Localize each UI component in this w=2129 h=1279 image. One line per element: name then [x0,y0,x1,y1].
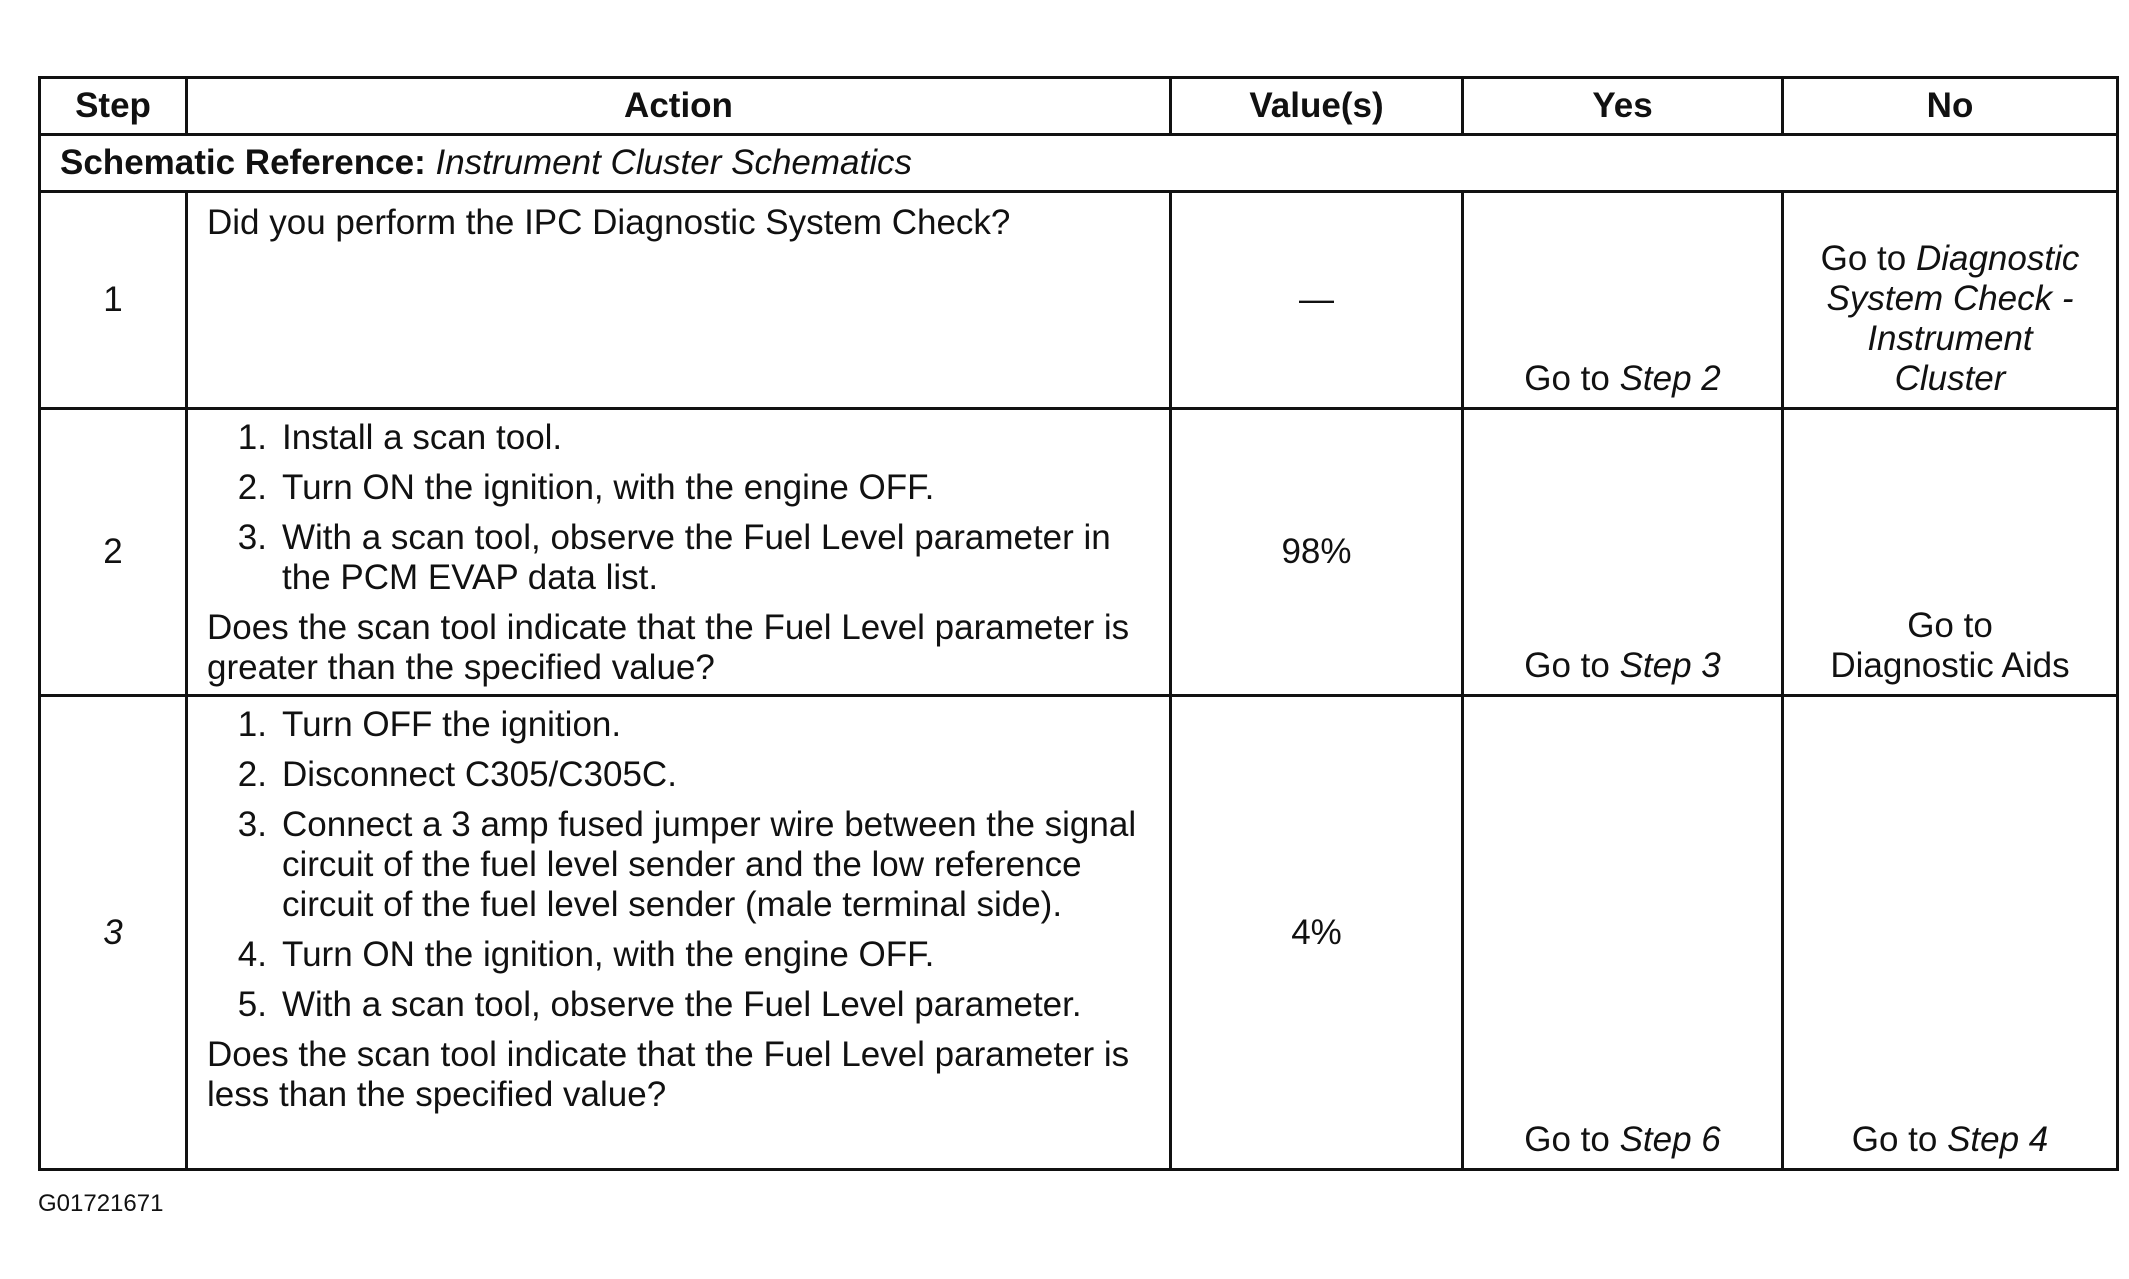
table-row-step-1 [40,192,2118,409]
list-item-number: 3. [237,805,267,844]
no-prefix: Go to [1820,239,1907,278]
schematic-reference-value: Instrument Cluster Schematics [435,143,913,182]
no-prefix: Go to [1851,1120,1938,1159]
header-yes: Yes [1463,78,1783,135]
list-item-number: 1. [237,705,267,744]
no-prefix: Go to [1907,606,1993,645]
no-link[interactable]: Diagnostic Aids [1830,646,2070,685]
no-link-line1[interactable]: Diagnostic [1915,239,2080,278]
yes-prefix: Go to [1524,646,1610,685]
list-item-text: Install a scan tool. [282,418,563,457]
table-row-step-2 [40,409,2118,696]
yes-prefix: Go to [1524,1120,1610,1159]
schematic-reference-label: Schematic Reference: [60,143,426,182]
list-item-number: 3. [237,518,267,557]
list-item-text: Turn OFF the ignition. [282,705,622,744]
list-item-number: 2. [237,755,267,794]
list-item-text: Turn ON the ignition, with the engine OFF. [282,935,935,974]
no-cell [1783,696,2118,1170]
no-cell [1783,409,2118,696]
header-step: Step [40,78,187,135]
header-action: Action [187,78,1171,135]
list-item [207,935,1157,975]
schematic-reference [40,135,2118,192]
yes-cell [1463,409,1783,696]
list-item [207,518,1157,598]
step-number: 2 [40,409,187,696]
list-item-number: 4. [237,935,267,974]
list-item [207,985,1157,1025]
step-number: 3 [40,696,187,1170]
yes-cell [1463,192,1783,409]
action-list [207,418,1157,598]
list-item-text: With a scan tool, observe the Fuel Level parameter. [282,985,1082,1024]
yes-step-link[interactable]: Step 3 [1619,646,1721,685]
diagnostic-table [38,76,2119,1171]
table-row-step-3 [40,696,2118,1170]
header-no: No [1783,78,2118,135]
header-values: Value(s) [1171,78,1463,135]
value-cell: 98% [1171,409,1463,696]
action-list [207,705,1157,1025]
no-link-line4[interactable]: Cluster [1894,359,2006,398]
list-item [207,805,1157,925]
value-cell: — [1171,192,1463,409]
yes-prefix: Go to [1524,359,1610,398]
no-cell [1783,192,2118,409]
list-item-text: Disconnect C305/C305C. [282,755,677,794]
action-cell [187,192,1171,409]
list-item-text: Connect a 3 amp fused jumper wire between the signal circuit of the fuel level sender and the low reference circuit of the fuel level sender (male terminal side). [282,805,1137,924]
action-question: Does the scan tool indicate that the Fuel Level parameter is less than the specified value? [207,1035,1130,1114]
yes-step-link[interactable]: Step 6 [1619,1120,1721,1159]
no-step-link[interactable]: Step 4 [1947,1120,2049,1159]
header-row [40,78,2118,135]
figure-id: G01721671 [38,1190,164,1217]
action-question: Does the scan tool indicate that the Fuel Level parameter is greater than the specified value? [207,608,1130,687]
list-item-text: Turn ON the ignition, with the engine OFF. [282,468,935,507]
list-item [207,705,1157,745]
list-item [207,418,1157,458]
value-cell: 4% [1171,696,1463,1170]
no-link-line2[interactable]: System Check - [1826,279,2074,318]
yes-cell [1463,696,1783,1170]
action-cell [187,696,1171,1170]
action-cell [187,409,1171,696]
list-item-number: 2. [237,468,267,507]
list-item [207,468,1157,508]
schematic-reference-row [40,135,2118,192]
list-item-text: With a scan tool, observe the Fuel Level parameter in the PCM EVAP data list. [282,518,1111,597]
list-item-number: 5. [237,985,267,1024]
yes-step-link[interactable]: Step 2 [1619,359,1721,398]
no-link-line3[interactable]: Instrument [1867,319,2033,358]
list-item [207,755,1157,795]
step-number: 1 [40,192,187,409]
list-item-number: 1. [237,418,267,457]
action-question: Did you perform the IPC Diagnostic System Check? [207,203,1011,242]
